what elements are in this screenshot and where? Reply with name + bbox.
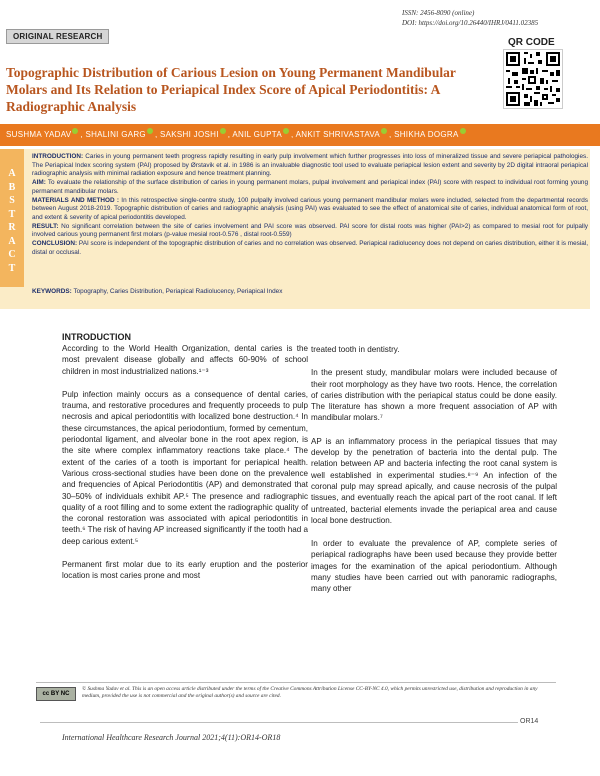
abstract-introduction: INTRODUCTION: Caries in young permanent teeth progress rapidly resulting in early pulp involvement which further progresses into loss of mineralized tissue and severe periapical pathologies. The Periapical Index scoring system (PAI) proposed by Ørstavik et al. in 1986 is an invaluable diagnostic tool used to evaluate periapical lesion extent and severity by 2D digital intraoral periapical radiographic analysis with minimal radiation exposure and hence treatment planning. [32,153,588,178]
body-paragraph: Pulp infection mainly occurs as a consequence of dental caries, trauma, and restorative procedures and frequently proceeds to pulp necrosis and apical periodontitis with localized bone destruction.⁴ In these circumstances, the apical periodontium, formed by cementum, periodontal ligament, and alveolar bone in the root apex region, is the site where complex inflammatory reactions take place.⁴ The extent of the caries of a tooth is important for periapical health. Various cross-sectional studies have been done on the prevalence and frequencies of Apical Periodontitis (AP) and demonstrated that 30–50% of individuals exhibit AP.⁵ The presence and radiographic quality of a root filling and to some extent the radiographic quality of the coronal restoration was associated with apical periodontitis in teeth.⁶ The risk of having AP increased significantly if the tooth had a deep carious extent.⁵ [62,389,308,546]
orcid-icon[interactable] [283,128,289,134]
abstract-box [0,149,590,309]
orcid-icon[interactable] [220,128,226,134]
abstract-result: RESULT: No significant correlation between the site of caries involvement and PAI score was observed. PAI score for distal roots was higher (PAI>2) as compared to mesial root for pulpally involved carious young permanent first molars (p-value mesial root-0.576 , distal root-0.559) [32,222,588,239]
abstract-text [32,153,588,257]
author-name[interactable]: SUSHMA YADAV [6,130,72,139]
abstract-letter: B [8,181,16,193]
body-paragraph: Permanent first molar due to its early eruption and the posterior location is most caries prone and most [62,560,308,581]
author-name[interactable]: ANIL GUPTA [232,130,283,139]
abstract-methods: MATERIALS AND METHOD : In this retrospective single-centre study, 100 pulpally involved carious young permanent mandibular molars were included, selected from the departmental records between August 2018-2019. Topographic distribution of caries and radiographic analysis (using PAI) was evaluated to see the effect of anatomical site of caries, individual anatomical form of root, and extent & severity of apical periodontitis developed. [32,196,588,221]
page-number: OR14 [520,718,539,725]
author-name[interactable]: SHIKHA DOGRA [394,130,459,139]
body-paragraph: treated tooth in dentistry. [311,345,400,354]
keywords: KEYWORDS: Topography, Caries Distribution, Periapical Radiolucency, Periapical Index [32,288,283,295]
abstract-letter: T [8,208,16,220]
abstract-letter: A [8,235,16,247]
abstract-letter: R [8,222,16,233]
abstract-letter: S [9,195,15,206]
qr-code[interactable] [503,49,563,109]
article-title: Topographic Distribution of Carious Lesion on Young Permanent Mandibular Molars and Its Relation to Periapical Index Score of Apical Periodontitis: A Radiographic Analysis [6,65,456,114]
cc-license-badge[interactable]: cc BY NC [36,687,76,701]
body-column-left [62,331,308,594]
journal-meta [402,8,562,28]
license-notice [36,682,556,709]
author-name[interactable]: SAKSHI JOSHI [160,130,219,139]
abstract-side-label [0,149,24,287]
article-type-badge: ORIGINAL RESEARCH [6,29,109,44]
abstract-conclusion: CONCLUSION: PAI score is independent of the topographic distribution of caries and no correlation was observed. Periapical radiolucency does not depend on caries distribution, either it is mesial, distal or occlusal. [32,240,588,256]
journal-citation: International Healthcare Research Journal 2021;4(11):OR14-OR18 [62,733,281,742]
body-column-right [311,344,557,607]
body-paragraph: AP is an inflammatory process in the periapical tissues that may develop by the penetration of bacteria into the dental pulp. The relation between AP and bacteria infecting the root canal system is well established in experimental studies.⁸⁻⁹ An infection of the coronal pulp may spread apically, and cause necrosis of the pulpal tissues, and eventually reach the apical part of the root canal. If left untreated, bacterial elements invade the periapical area and cause local bone destruction. [311,436,557,525]
abstract-letter: T [8,262,16,274]
abstract-aim: AIM: To evaluate the relationship of the surface distribution of caries in young permanent molars, pulpal involvement and periapical index (PAI) score with respect to individual root forming young permanent mandibular molars. [32,179,588,195]
orcid-icon[interactable] [72,128,78,134]
footer-divider [40,722,518,723]
abstract-letter: A [8,168,16,179]
qr-code-label: QR CODE [508,37,555,48]
issn-text: ISSN: 2456-8090 (online) [402,9,475,17]
author-name[interactable]: ANKIT SHRIVASTAVA [295,130,381,139]
orcid-icon[interactable] [381,128,387,134]
body-paragraph: According to the World Health Organization, dental caries is the most prevalent disease globally and affects 60-90% of school children in most industrialized nations.¹⁻³ [62,344,308,376]
qr-code-icon [504,50,562,108]
abstract-letter: C [8,249,16,260]
body-paragraph: In the present study, mandibular molars were included because of their root morphology as they have two roots. Hence, the correlation of caries distribution with the periapical status could be done easily. The literature has shown a more frequent association of AP with mandibular molars.⁷ [311,368,557,423]
section-heading-introduction: INTRODUCTION [62,332,131,342]
author-bar: SUSHMA YADAV , SHALINI GARG , SAKSHI JOSHI , ANIL GUPTA , ANKIT SHRIVASTAVA , SHIKHA DOGRA [0,124,600,146]
orcid-icon[interactable] [460,128,466,134]
orcid-icon[interactable] [147,128,153,134]
doi-link[interactable]: DOI: https://doi.org/10.26440/IHRJ/0411.02385 [402,19,539,27]
body-paragraph: In order to evaluate the prevalence of AP, complete series of periapical radiographs have been used because they provide better images for the examination of the apical periodontium. Although many studies have been carried out with panoramic radiographs, many other [311,539,557,594]
license-text: © Sushma Yadav et al. This is an open access article distributed under the terms of the Creative Commons Attribution License CC-BY-NC 4.0, which permits unrestricted use, distribution and reproduction in any medium, provided the use is not commercial and the original author(s) and source are cited. [82,686,538,699]
author-name[interactable]: SHALINI GARG [85,130,146,139]
